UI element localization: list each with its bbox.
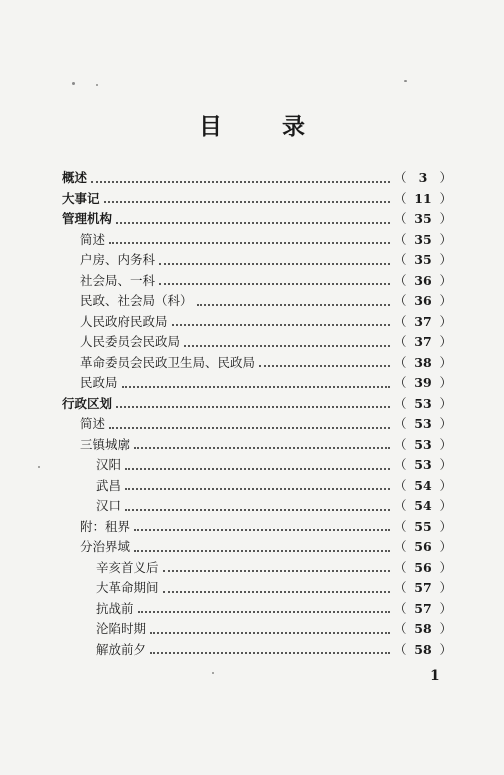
toc-entry-label: 沦陷时期 bbox=[96, 621, 147, 637]
dot-leader bbox=[125, 467, 390, 470]
toc-page-ref bbox=[394, 189, 452, 209]
toc-page-number: 55 bbox=[414, 518, 432, 534]
toc-page-number: 37 bbox=[414, 313, 432, 329]
dot-leader bbox=[150, 631, 390, 634]
paren-open: （ bbox=[394, 190, 407, 206]
paren-close: ） bbox=[439, 621, 452, 637]
paren-open: （ bbox=[394, 580, 407, 596]
toc-entry-label: 概述 bbox=[62, 170, 88, 186]
toc-page-ref bbox=[394, 578, 452, 598]
paren-open: （ bbox=[394, 395, 407, 411]
toc-entry-label: 户房、内务科 bbox=[80, 252, 156, 268]
paren-open: （ bbox=[394, 477, 407, 493]
paren-close: ） bbox=[439, 600, 452, 616]
paren-close: ） bbox=[439, 641, 452, 657]
toc-entry-label: 辛亥首义后 bbox=[96, 559, 159, 575]
dot-leader bbox=[138, 610, 390, 613]
toc-page-number: 53 bbox=[414, 395, 432, 411]
toc-page-number: 53 bbox=[414, 436, 432, 452]
toc-entry-label: 大事记 bbox=[62, 190, 100, 206]
toc-page-number: 3 bbox=[418, 170, 428, 186]
dot-leader bbox=[197, 303, 390, 306]
toc-entry-label: 汉阳 bbox=[96, 457, 122, 473]
toc-page-ref bbox=[394, 250, 452, 270]
toc-page-ref bbox=[394, 496, 452, 516]
toc-page-ref bbox=[394, 230, 452, 250]
toc-page-number: 58 bbox=[414, 621, 432, 637]
dot-leader bbox=[125, 508, 390, 511]
toc-page-ref bbox=[394, 517, 452, 537]
toc-entry bbox=[62, 332, 452, 353]
paren-close: ） bbox=[439, 395, 452, 411]
dot-leader bbox=[159, 262, 390, 265]
toc-entry bbox=[62, 558, 452, 579]
toc-page-number: 39 bbox=[414, 375, 432, 391]
table-of-contents bbox=[62, 168, 452, 660]
paren-open: （ bbox=[394, 354, 407, 370]
paren-close: ） bbox=[439, 518, 452, 534]
dot-leader bbox=[163, 590, 390, 593]
toc-entry bbox=[62, 455, 452, 476]
toc-entry bbox=[62, 353, 452, 374]
dot-leader bbox=[134, 549, 390, 552]
paren-open: （ bbox=[394, 457, 407, 473]
dot-leader bbox=[109, 241, 390, 244]
toc-page-number: 11 bbox=[414, 190, 432, 206]
dot-leader bbox=[134, 528, 390, 531]
paren-close: ） bbox=[439, 334, 452, 350]
toc-page-number: 37 bbox=[414, 334, 432, 350]
paren-close: ） bbox=[439, 436, 452, 452]
toc-page-number: 54 bbox=[414, 498, 432, 514]
paren-open: （ bbox=[394, 272, 407, 288]
toc-page-ref bbox=[394, 537, 452, 557]
dot-leader bbox=[134, 446, 390, 449]
toc-entry-label: 分治界域 bbox=[80, 539, 131, 555]
toc-page-ref bbox=[394, 394, 452, 414]
toc-entry-label: 简述 bbox=[80, 231, 106, 247]
toc-entry-label: 附：租界 bbox=[80, 518, 131, 534]
toc-entry bbox=[62, 373, 452, 394]
toc-entry-label: 三镇城廓 bbox=[80, 436, 131, 452]
toc-page-number: 54 bbox=[414, 477, 432, 493]
toc-entry bbox=[62, 599, 452, 620]
toc-entry-label: 民政局 bbox=[80, 375, 118, 391]
toc-page-ref bbox=[394, 271, 452, 291]
paren-open: （ bbox=[394, 559, 407, 575]
toc-page-ref bbox=[394, 353, 452, 373]
toc-entry bbox=[62, 537, 452, 558]
paren-open: （ bbox=[394, 334, 407, 350]
paren-open: （ bbox=[394, 498, 407, 514]
paren-close: ） bbox=[439, 272, 452, 288]
page-number: 1 bbox=[430, 668, 440, 684]
paren-open: （ bbox=[394, 211, 407, 227]
paren-close: ） bbox=[439, 170, 452, 186]
paren-open: （ bbox=[394, 231, 407, 247]
dot-leader bbox=[109, 426, 390, 429]
toc-entry-label: 社会局、一科 bbox=[80, 272, 156, 288]
toc-page-ref bbox=[394, 373, 452, 393]
page-title: 目 录 bbox=[198, 113, 331, 140]
dot-leader bbox=[150, 651, 390, 654]
toc-page-number: 56 bbox=[414, 559, 432, 575]
toc-entry bbox=[62, 209, 452, 230]
toc-page-ref bbox=[394, 332, 452, 352]
toc-page-number: 36 bbox=[414, 293, 432, 309]
toc-page-number: 35 bbox=[414, 252, 432, 268]
paren-close: ） bbox=[439, 231, 452, 247]
scan-speck bbox=[96, 84, 98, 86]
paren-open: （ bbox=[394, 293, 407, 309]
toc-page-number: 57 bbox=[414, 600, 432, 616]
toc-page-number: 53 bbox=[414, 416, 432, 432]
toc-entry-label: 行政区划 bbox=[62, 395, 113, 411]
paren-open: （ bbox=[394, 600, 407, 616]
toc-entry bbox=[62, 230, 452, 251]
dot-leader bbox=[172, 323, 390, 326]
toc-entry bbox=[62, 517, 452, 538]
paren-close: ） bbox=[439, 375, 452, 391]
toc-page-number: 58 bbox=[414, 641, 432, 657]
scan-speck bbox=[72, 82, 75, 85]
dot-leader bbox=[104, 200, 390, 203]
toc-entry bbox=[62, 168, 452, 189]
toc-page-ref bbox=[394, 476, 452, 496]
paren-open: （ bbox=[394, 539, 407, 555]
scan-speck bbox=[38, 466, 40, 468]
paren-close: ） bbox=[439, 354, 452, 370]
paren-close: ） bbox=[439, 211, 452, 227]
toc-page-ref bbox=[394, 414, 452, 434]
toc-page-ref bbox=[394, 209, 452, 229]
paren-open: （ bbox=[394, 436, 407, 452]
paren-close: ） bbox=[439, 313, 452, 329]
toc-page-number: 35 bbox=[414, 231, 432, 247]
paren-open: （ bbox=[394, 313, 407, 329]
toc-entry bbox=[62, 189, 452, 210]
toc-page-ref bbox=[394, 619, 452, 639]
toc-entry bbox=[62, 291, 452, 312]
paren-open: （ bbox=[394, 518, 407, 534]
paren-close: ） bbox=[439, 539, 452, 555]
toc-entry-label: 管理机构 bbox=[62, 211, 113, 227]
toc-entry bbox=[62, 496, 452, 517]
toc-entry bbox=[62, 578, 452, 599]
toc-entry-label: 民政、社会局（科） bbox=[80, 293, 193, 309]
toc-page-number: 36 bbox=[414, 272, 432, 288]
toc-entry bbox=[62, 271, 452, 292]
paren-open: （ bbox=[394, 375, 407, 391]
dot-leader bbox=[259, 364, 390, 367]
dot-leader bbox=[122, 385, 390, 388]
toc-page-ref bbox=[394, 455, 452, 475]
toc-entry-label: 革命委员会民政卫生局、民政局 bbox=[80, 354, 256, 370]
dot-leader bbox=[116, 405, 390, 408]
toc-page-number: 53 bbox=[414, 457, 432, 473]
toc-entry-label: 抗战前 bbox=[96, 600, 134, 616]
toc-page-number: 38 bbox=[414, 354, 432, 370]
dot-leader bbox=[116, 221, 390, 224]
toc-entry bbox=[62, 476, 452, 497]
scan-speck bbox=[404, 80, 407, 82]
paren-open: （ bbox=[394, 621, 407, 637]
dot-leader bbox=[125, 487, 390, 490]
toc-page-ref bbox=[394, 558, 452, 578]
toc-entry bbox=[62, 394, 452, 415]
paren-close: ） bbox=[439, 498, 452, 514]
dot-leader bbox=[184, 344, 390, 347]
scan-speck bbox=[212, 672, 214, 674]
paren-open: （ bbox=[394, 252, 407, 268]
dot-leader bbox=[91, 180, 390, 183]
toc-page-number: 56 bbox=[414, 539, 432, 555]
toc-page-ref bbox=[394, 640, 452, 660]
toc-page-ref bbox=[394, 599, 452, 619]
toc-page-number: 35 bbox=[414, 211, 432, 227]
toc-entry bbox=[62, 435, 452, 456]
paren-close: ） bbox=[439, 559, 452, 575]
toc-entry-label: 解放前夕 bbox=[96, 641, 147, 657]
dot-leader bbox=[163, 569, 390, 572]
paren-close: ） bbox=[439, 457, 452, 473]
paren-close: ） bbox=[439, 190, 452, 206]
paren-open: （ bbox=[394, 416, 407, 432]
toc-entry bbox=[62, 414, 452, 435]
toc-entry bbox=[62, 619, 452, 640]
toc-entry-label: 简述 bbox=[80, 416, 106, 432]
paren-close: ） bbox=[439, 477, 452, 493]
toc-entry bbox=[62, 250, 452, 271]
paren-close: ） bbox=[439, 416, 452, 432]
paren-open: （ bbox=[394, 641, 407, 657]
toc-entry bbox=[62, 312, 452, 333]
toc-page-number: 57 bbox=[414, 580, 432, 596]
paren-open: （ bbox=[394, 170, 407, 186]
toc-entry bbox=[62, 640, 452, 661]
paren-close: ） bbox=[439, 293, 452, 309]
toc-page-ref bbox=[394, 435, 452, 455]
toc-entry-label: 汉口 bbox=[96, 498, 122, 514]
paren-close: ） bbox=[439, 252, 452, 268]
toc-entry-label: 大革命期间 bbox=[96, 580, 159, 596]
toc-entry-label: 人民委员会民政局 bbox=[80, 334, 181, 350]
toc-page-ref bbox=[394, 312, 452, 332]
toc-entry-label: 人民政府民政局 bbox=[80, 313, 168, 329]
dot-leader bbox=[159, 282, 390, 285]
toc-entry-label: 武昌 bbox=[96, 477, 122, 493]
toc-page-ref bbox=[394, 168, 452, 188]
toc-page-ref bbox=[394, 291, 452, 311]
paren-close: ） bbox=[439, 580, 452, 596]
